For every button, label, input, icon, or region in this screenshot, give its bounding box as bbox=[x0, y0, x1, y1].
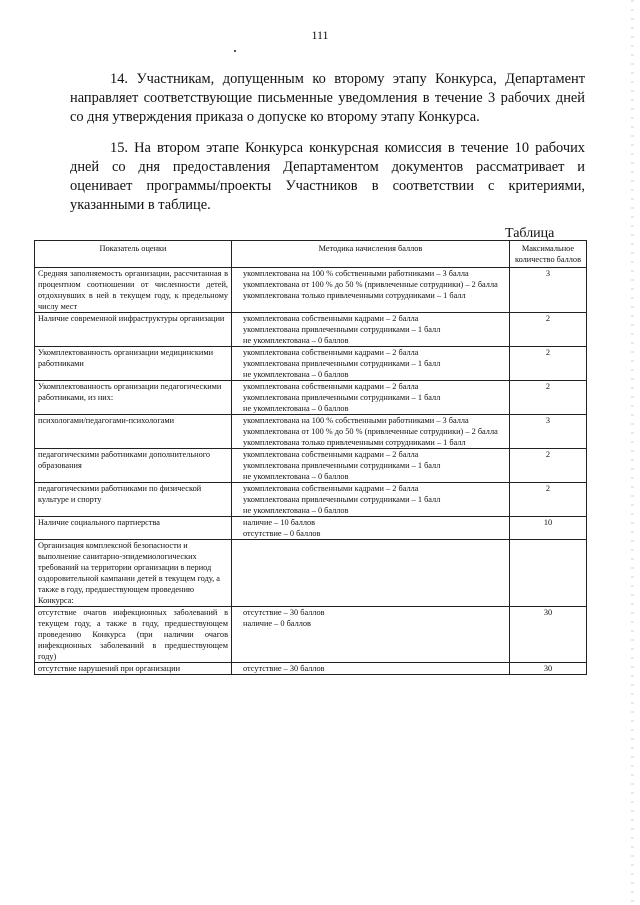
method-line: отсутствие – 0 баллов bbox=[243, 529, 321, 538]
indicator-cell: Укомплектованность организации педагогическими работниками, из них: bbox=[35, 381, 232, 415]
indicator-cell: Наличие современной инфраструктуры организации bbox=[35, 313, 232, 347]
indicator-cell: психологами/педагогами-психологами bbox=[35, 415, 232, 449]
page-number: 111 bbox=[311, 28, 329, 42]
indicator-cell: педагогическими работниками дополнительного образования bbox=[35, 449, 232, 483]
max-points-cell: 2 bbox=[510, 347, 587, 381]
method-cell bbox=[232, 663, 510, 675]
method-line: не укомплектована – 0 баллов bbox=[243, 336, 349, 345]
paragraph-14-text: 14. Участникам, допущенным ко второму этапу Конкурса, Департамент направляет соответствующие письменные уведомления в течение 3 рабочих дней со дня утверждения приказа о допуске ко второму этапу Конкурса. bbox=[70, 71, 585, 125]
table-row bbox=[35, 483, 587, 517]
method-line: укомплектована собственными кадрами – 2 балла bbox=[243, 314, 419, 323]
method-line: укомплектована только привлеченными сотрудниками – 1 балл bbox=[243, 438, 466, 447]
max-points-cell: 2 bbox=[510, 449, 587, 483]
table-row bbox=[35, 607, 587, 663]
indicator-cell: отсутствие очагов инфекционных заболеваний в текущем году, а также в году, предшествующем проведению Конкурса (при наличии очагов инфекционных заболеваний в предшествующем году) bbox=[35, 607, 232, 663]
method-line: укомплектована на 100 % собственными работниками – 3 балла bbox=[243, 416, 469, 425]
method-line: отсутствие – 30 баллов bbox=[243, 664, 325, 673]
indicator-cell: Наличие социального партнерства bbox=[35, 517, 232, 540]
table-caption: Таблица bbox=[505, 226, 555, 241]
indicator-cell: Средняя заполняемость организации, рассчитанная в процентном соотношении от численности детей, отдохнувших в ней в текущем году, к предельному числу мест bbox=[35, 268, 232, 313]
method-line: не укомплектована – 0 баллов bbox=[243, 472, 349, 481]
method-line: укомплектована привлеченными сотрудниками – 1 балл bbox=[243, 461, 441, 470]
header-max-points: Максимальное количество баллов bbox=[510, 241, 587, 268]
indicator-cell: педагогическими работниками по физической культуре и спорту bbox=[35, 483, 232, 517]
table-row bbox=[35, 663, 587, 675]
method-line: не укомплектована – 0 баллов bbox=[243, 404, 349, 413]
paragraph-15 bbox=[70, 139, 585, 215]
header-indicator: Показатель оценки bbox=[35, 241, 232, 268]
table-header-row bbox=[35, 241, 587, 268]
method-cell bbox=[232, 517, 510, 540]
table-row bbox=[35, 540, 587, 607]
table-row bbox=[35, 381, 587, 415]
header-method: Методика начисления баллов bbox=[232, 241, 510, 268]
indicator-cell: отсутствие нарушений при организации bbox=[35, 663, 232, 675]
method-line: укомплектована собственными кадрами – 2 балла bbox=[243, 484, 419, 493]
method-line: наличие – 0 баллов bbox=[243, 619, 311, 628]
table-row bbox=[35, 268, 587, 313]
indicator-cell: Укомплектованность организации медицинскими работниками bbox=[35, 347, 232, 381]
method-cell bbox=[232, 381, 510, 415]
table-row bbox=[35, 313, 587, 347]
max-points-cell: 2 bbox=[510, 381, 587, 415]
method-cell bbox=[232, 449, 510, 483]
criteria-table bbox=[34, 240, 587, 675]
method-cell bbox=[232, 483, 510, 517]
method-cell bbox=[232, 347, 510, 381]
method-line: укомплектована привлеченными сотрудниками – 1 балл bbox=[243, 495, 441, 504]
scan-edge bbox=[631, 0, 634, 905]
method-line: укомплектована от 100 % до 50 % (привлеченные сотрудники) – 2 балла bbox=[243, 427, 498, 436]
method-line: укомплектована собственными кадрами – 2 балла bbox=[243, 348, 419, 357]
table-row bbox=[35, 415, 587, 449]
indicator-cell: Организация комплексной безопасности и выполнение санитарно-эпидемиологических требований на территории организации в период оздоровительной кампании детей в текущем году, а также в году, предшествующем проведению Конкурса: bbox=[35, 540, 232, 607]
method-cell bbox=[232, 268, 510, 313]
method-cell bbox=[232, 415, 510, 449]
method-line: укомплектована привлеченными сотрудниками – 1 балл bbox=[243, 393, 441, 402]
table-row bbox=[35, 517, 587, 540]
max-points-cell: 3 bbox=[510, 268, 587, 313]
paragraph-14 bbox=[70, 70, 585, 127]
method-line: укомплектована привлеченными сотрудниками – 1 балл bbox=[243, 359, 441, 368]
method-line: укомплектована на 100 % собственными работниками – 3 балла bbox=[243, 269, 469, 278]
method-line: отсутствие – 30 баллов bbox=[243, 608, 325, 617]
max-points-cell: 30 bbox=[510, 663, 587, 675]
max-points-cell: 10 bbox=[510, 517, 587, 540]
method-line: укомплектована от 100 % до 50 % (привлеченные сотрудники) – 2 балла bbox=[243, 280, 498, 289]
method-cell bbox=[232, 313, 510, 347]
table-row bbox=[35, 347, 587, 381]
max-points-cell: 30 bbox=[510, 607, 587, 663]
max-points-cell bbox=[510, 540, 587, 607]
max-points-cell: 2 bbox=[510, 483, 587, 517]
method-cell bbox=[232, 540, 510, 607]
table-row bbox=[35, 449, 587, 483]
max-points-cell: 3 bbox=[510, 415, 587, 449]
method-line: не укомплектована – 0 баллов bbox=[243, 370, 349, 379]
method-line: укомплектована только привлеченными сотрудниками – 1 балл bbox=[243, 291, 466, 300]
method-line: наличие – 10 баллов bbox=[243, 518, 316, 527]
method-cell bbox=[232, 607, 510, 663]
method-line: укомплектована собственными кадрами – 2 балла bbox=[243, 382, 419, 391]
method-line: укомплектована привлеченными сотрудниками – 1 балл bbox=[243, 325, 441, 334]
max-points-cell: 2 bbox=[510, 313, 587, 347]
paragraph-15-text: 15. На втором этапе Конкурса конкурсная комиссия в течение 10 рабочих дней со дня предоставления Департаментом документов рассматривает и оценивает программы/проекты Участников в соответствии с критериями, указанными в таблице. bbox=[70, 140, 585, 213]
method-line: укомплектована собственными кадрами – 2 балла bbox=[243, 450, 419, 459]
scan-speck bbox=[234, 50, 236, 52]
method-line: не укомплектована – 0 баллов bbox=[243, 506, 349, 515]
